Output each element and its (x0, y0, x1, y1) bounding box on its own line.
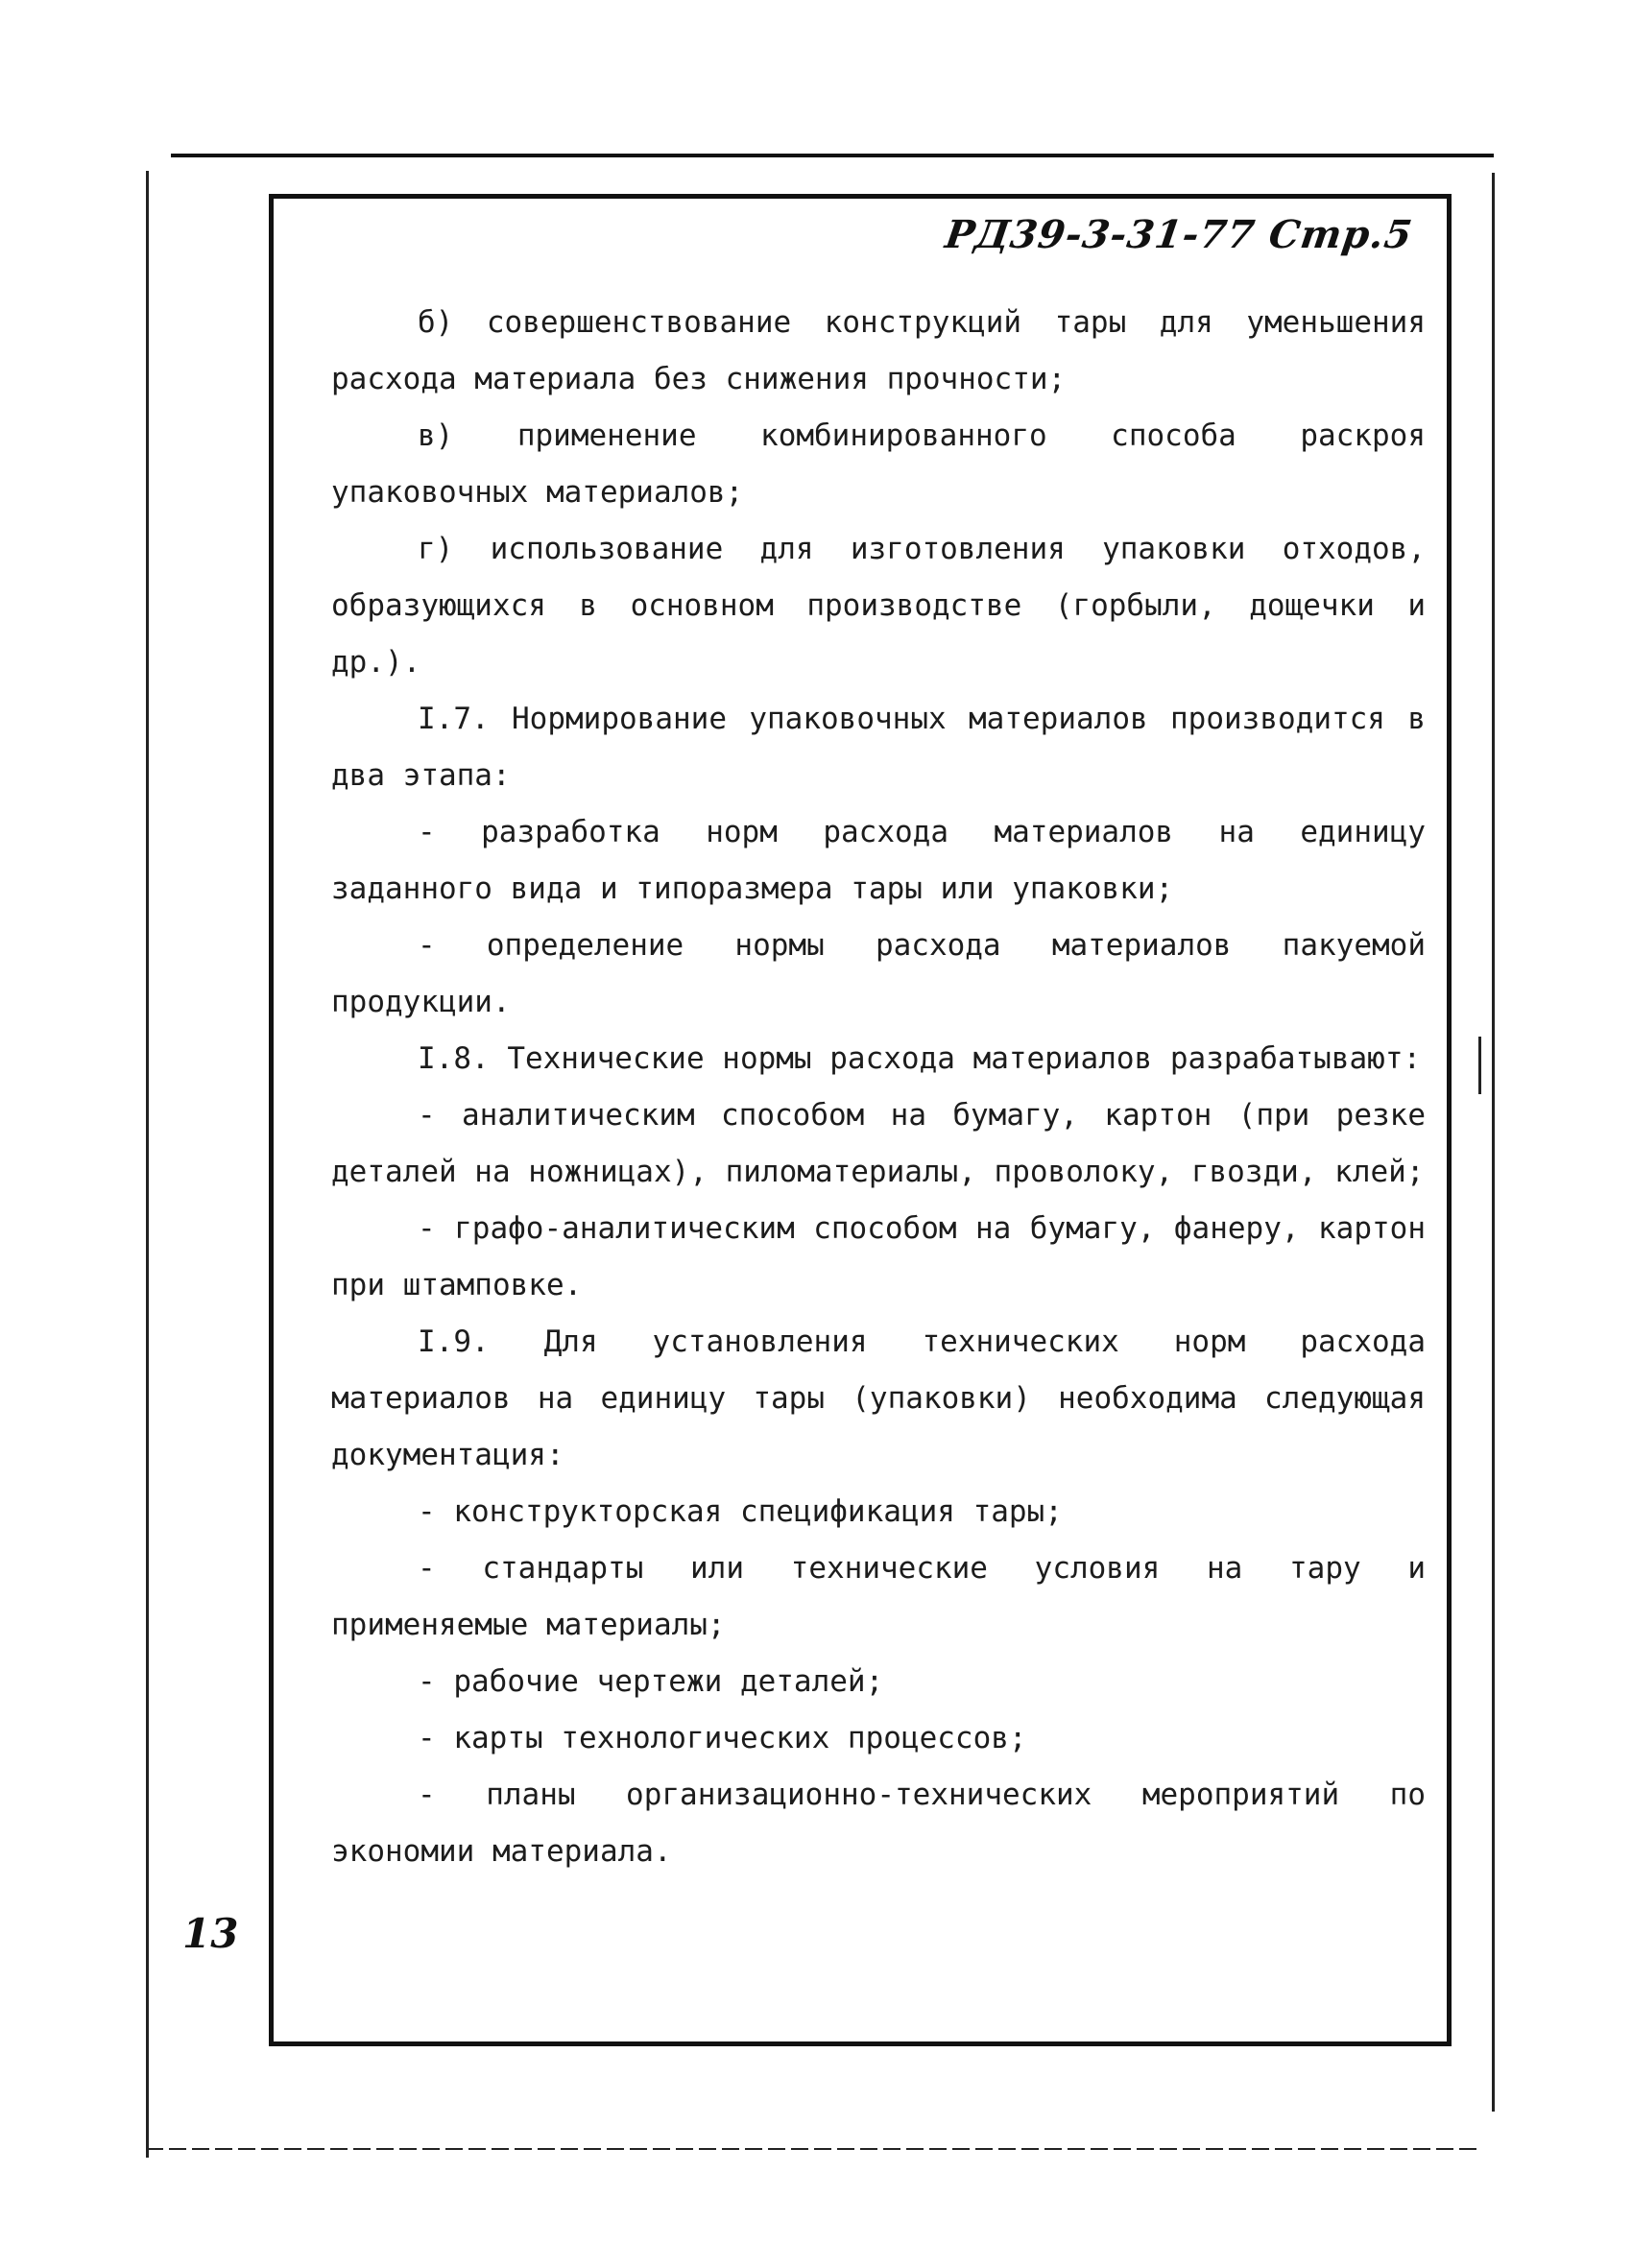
paragraph: - аналитическим способом на бумагу, картон (при резке деталей на ножницах), пиломатериалы, проволоку, гвозди, клей; (331, 1098, 1426, 1189)
paragraph: б) совершенствование конструкций тары для уменьшения расхода материала без снижения прочности; (331, 305, 1426, 396)
paragraph: - графо-аналитическим способом на бумагу, фанеру, картон при штамповке. (331, 1211, 1426, 1302)
paragraph: - рабочие чертежи деталей; (418, 1664, 884, 1699)
document-code: РД39-3-31-77 Стр.5 (942, 212, 1416, 257)
outer-border-left (146, 171, 149, 2158)
paragraph: I.7. Нормирование упаковочных материалов производится в два этапа: (331, 702, 1426, 793)
paragraph: - определение нормы расхода материалов пакуемой продукции. (331, 928, 1426, 1019)
paragraph: - карты технологических процессов; (418, 1721, 1027, 1755)
paragraph: - планы организационно-технических мероприятий по экономии материала. (331, 1778, 1426, 1869)
paragraph: - конструкторская спецификация тары; (418, 1494, 1063, 1529)
paragraph: - стандарты или технические условия на тару и применяемые материалы; (331, 1551, 1426, 1642)
outer-border-right (1492, 173, 1495, 2112)
paragraph: - разработка норм расхода материалов на единицу заданного вида и типоразмера тары или упаковки; (331, 815, 1426, 906)
page-frame (269, 194, 1452, 2046)
body-text (331, 295, 1426, 1880)
paragraph: г) использование для изготовления упаковки отходов, образующихся в основном производстве (горбыли, дощечки и др.). (331, 532, 1426, 680)
paragraph: I.8. Технические нормы расхода материалов разрабатывают: (418, 1041, 1422, 1076)
outer-border-tick (1478, 1037, 1481, 1094)
outer-border-top (171, 154, 1494, 157)
page-number: 13 (182, 1910, 239, 1957)
outer-border-bottom (146, 2148, 1480, 2150)
paragraph: в) применение комбинированного способа раскроя упаковочных материалов; (331, 418, 1426, 510)
paragraph: I.9. Для установления технических норм расхода материалов на единицу тары (упаковки) необходима следующая документация: (331, 1325, 1426, 1472)
